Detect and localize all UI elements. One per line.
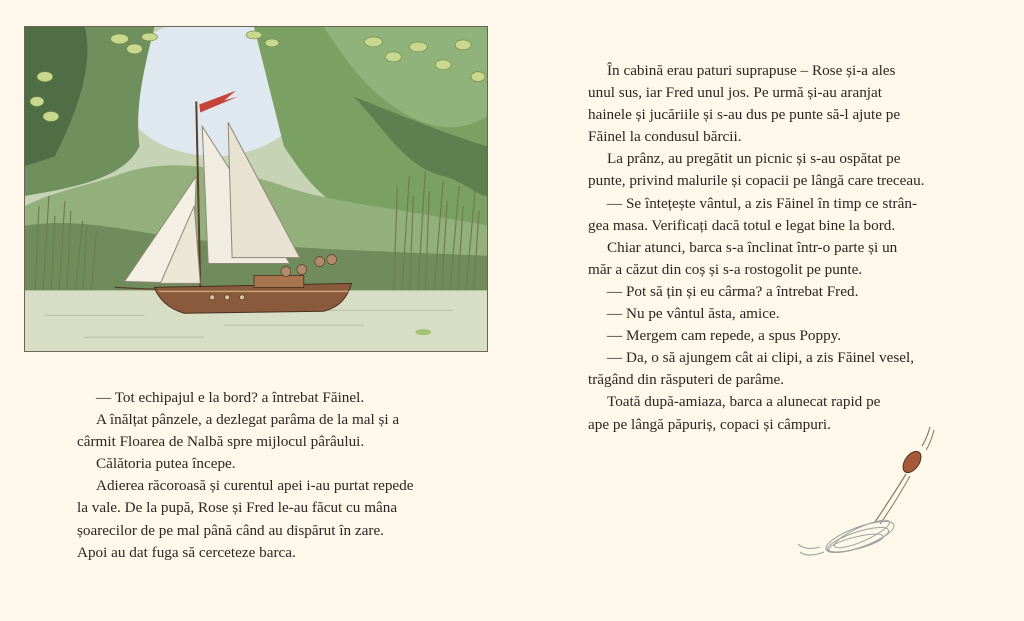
sailboat-scene: [25, 27, 487, 351]
right-line-13: — Mergem cam repede, a spus Poppy.: [607, 327, 842, 345]
right-line-9: Chiar atunci, barca s-a înclinat într-o parte și un: [607, 238, 898, 256]
right-line-2: unul sus, iar Fred unul jos. Pe urmă și-au aranjat: [588, 84, 882, 102]
left-line-5: Adierea răcoroasă și curentul apei i-au purtat repede: [96, 477, 414, 495]
right-line-11: — Pot să țin și eu cârma? a întrebat Fred.: [607, 282, 859, 300]
left-page-text: [77, 387, 447, 564]
right-line-1: În cabină erau paturi suprapuse – Rose și-a ales: [607, 62, 896, 79]
right-line-5: La prânz, au pregătit un picnic și s-au ospătat pe: [607, 150, 901, 168]
left-line-8: Apoi au dat fuga să cerceteze barca.: [77, 543, 296, 561]
right-line-6: punte, privind malurile și copacii pe lângă care treceau.: [588, 172, 925, 190]
right-line-17: ape pe lângă păpuriș, copaci și câmpuri.: [588, 415, 831, 433]
right-line-12: — Nu pe vântul ăsta, amice.: [607, 305, 780, 323]
right-line-14: — Da, o să ajungem cât ai clipi, a zis Făinel vesel,: [607, 349, 915, 367]
rope-pulley-drawing: [790, 422, 950, 572]
left-line-2: A înălțat pânzele, a dezlegat parâma de la mal și a: [96, 411, 400, 429]
right-line-16: Toată după-amiaza, barca a alunecat rapid pe: [607, 393, 881, 411]
right-line-7: — Se întețește vântul, a zis Făinel în timp ce strân-: [607, 194, 918, 212]
right-page-text: [588, 60, 960, 436]
left-line-6: la vale. De la pupă, Rose și Fred le-au făcut cu mâna: [77, 499, 398, 517]
right-line-4: Făinel la condusul bărcii.: [588, 128, 742, 146]
sailboat-illustration: [24, 26, 488, 352]
right-line-15: trăgând din răsputeri de parâme.: [588, 371, 785, 389]
left-line-4: Călătoria putea începe.: [96, 455, 236, 473]
right-line-3: hainele și jucăriile și s-au dus pe punte să-l ajute pe: [588, 106, 901, 124]
right-line-10: măr a căzut din coș și s-a rostogolit pe punte.: [588, 260, 863, 278]
left-line-7: șoarecilor de pe mal până când au dispărut în zare.: [77, 521, 384, 539]
right-line-8: gea masa. Verificați dacă totul e legat bine la bord.: [588, 216, 896, 234]
left-line-3: cârmit Floarea de Nalbă spre mijlocul pârâului.: [77, 433, 365, 451]
left-line-1: — Tot echipajul e la bord? a întrebat Făinel.: [96, 389, 365, 406]
rope-pulley-illustration: [790, 422, 950, 572]
